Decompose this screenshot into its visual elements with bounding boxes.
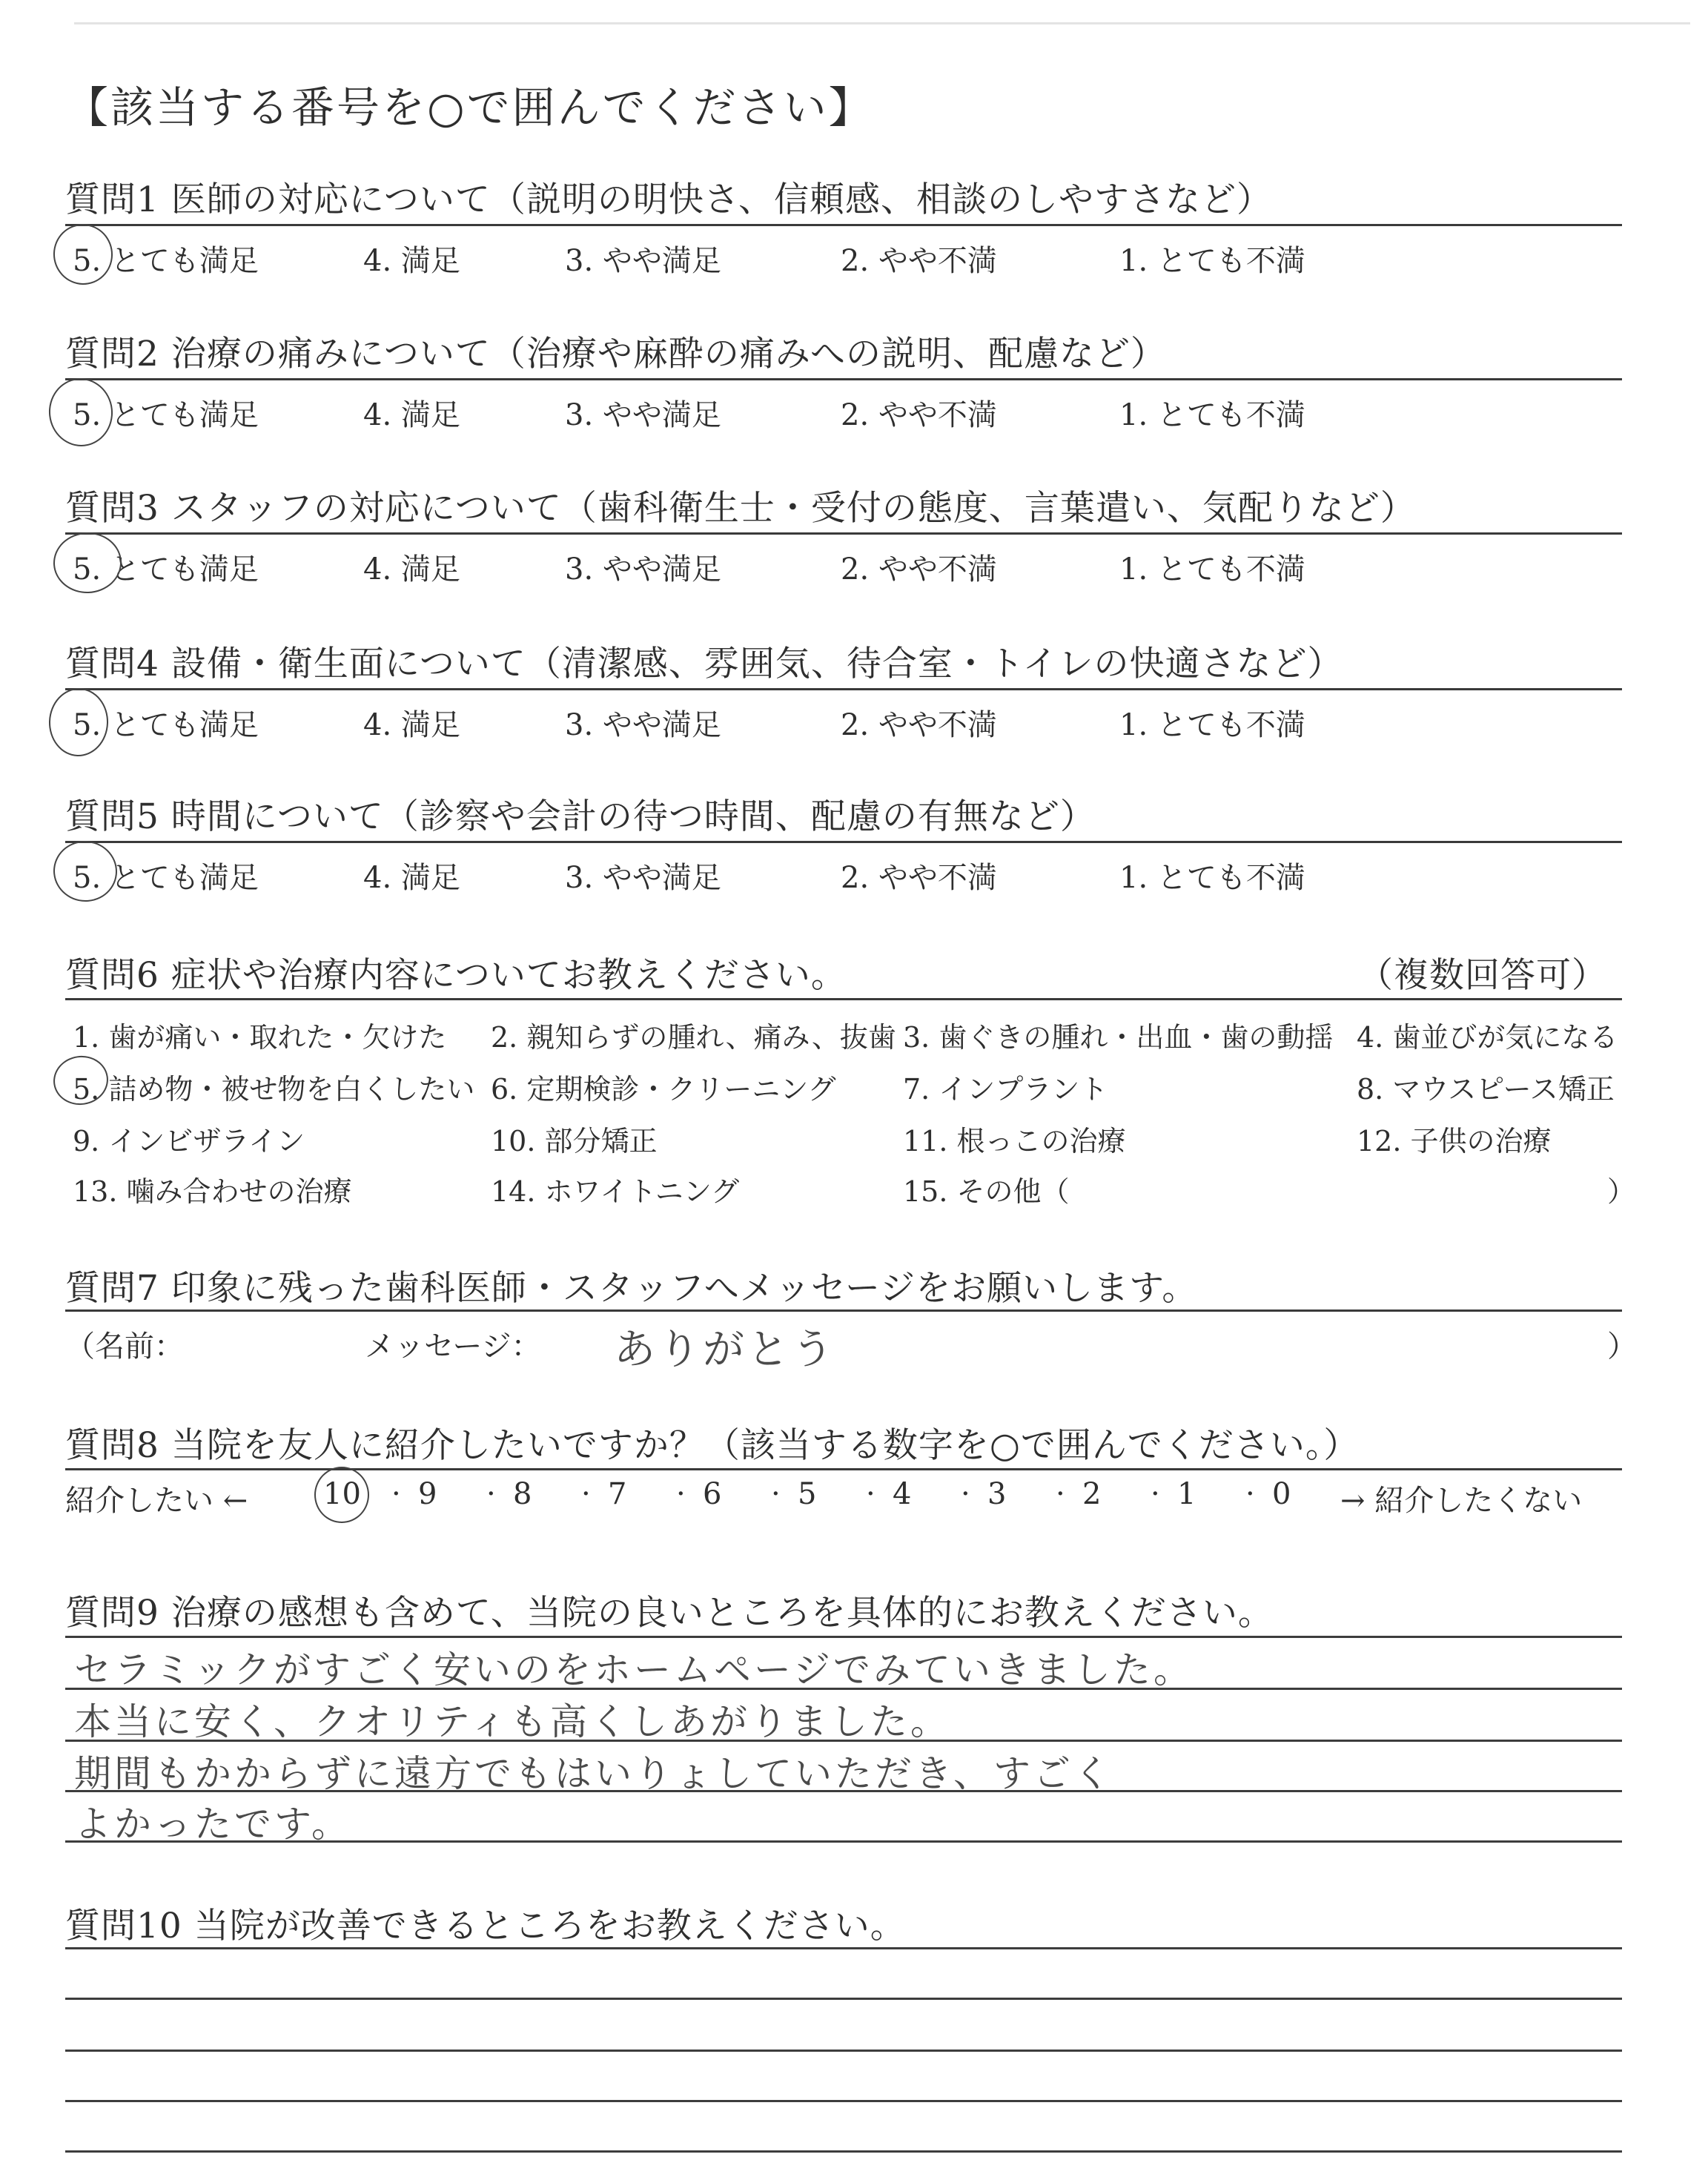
q3-rule <box>65 532 1622 535</box>
q8-scale-separator: · <box>961 1477 970 1511</box>
q6-other-close: ） <box>1607 1175 1636 1208</box>
q7-name-label: （名前： <box>65 1330 184 1364</box>
q8-rule <box>65 1468 1622 1470</box>
q8-selection-circle <box>314 1467 369 1523</box>
q10-heading: 質問10 当院が改善できるところをお教えください。 <box>65 1906 906 1946</box>
q8-scale-separator: · <box>771 1477 781 1511</box>
q2-option[interactable]: 5. とても満足 <box>73 398 259 432</box>
q7-close: ） <box>1607 1330 1637 1364</box>
q8-heading: 質問8 当院を友人に紹介したいですか？（該当する数字を○で囲んでください。） <box>65 1425 1360 1466</box>
q8-scale-separator: · <box>391 1477 401 1511</box>
q2-heading: 質問2 治療の痛みについて（治療や麻酔の痛みへの説明、配慮など） <box>65 334 1166 374</box>
q5-option[interactable]: 4. 満足 <box>363 861 460 895</box>
q8-scale-number[interactable]: 7 <box>608 1477 627 1511</box>
q8-scale-separator: · <box>1056 1477 1065 1511</box>
q8-scale-number[interactable]: 1 <box>1177 1477 1196 1511</box>
q4-option[interactable]: 4. 満足 <box>363 708 460 742</box>
q2-option[interactable]: 3. やや満足 <box>565 398 721 432</box>
q4-option[interactable]: 5. とても満足 <box>73 708 259 742</box>
q8-scale-number[interactable]: 9 <box>418 1477 437 1511</box>
q1-option[interactable]: 3. やや満足 <box>565 244 721 278</box>
q6-option[interactable]: 12. 子供の治療 <box>1357 1125 1552 1157</box>
q4-selection-circle <box>47 687 109 758</box>
q9-answer-line[interactable]: 本当に安く、クオリティも高くしあがりました。 <box>74 1700 950 1743</box>
q2-option[interactable]: 2. やや不満 <box>841 398 997 432</box>
q6-heading: 質問6 症状や治療内容についてお教えください。 <box>65 955 847 996</box>
q3-heading: 質問3 スタッフの対応について（歯科衛生士・受付の態度、言葉遣い、気配りなど） <box>65 488 1416 529</box>
q7-rule <box>65 1309 1622 1312</box>
q2-rule <box>65 378 1622 380</box>
q4-option[interactable]: 2. やや不満 <box>841 708 997 742</box>
q5-heading: 質問5 時間について（診察や会計の待つ時間、配慮の有無など） <box>65 796 1096 837</box>
q6-option[interactable]: 4. 歯並びが気になる <box>1357 1021 1618 1054</box>
q6-option[interactable]: 2. 親知らずの腫れ、痛み、抜歯 <box>491 1021 896 1054</box>
q8-scale-separator: · <box>486 1477 496 1511</box>
q9-answer-line[interactable]: セラミックがすごく安いのをホームページでみていきました。 <box>74 1648 1194 1691</box>
q2-option[interactable]: 1. とても不満 <box>1119 398 1305 432</box>
q6-option[interactable]: 13. 噛み合わせの治療 <box>73 1175 352 1208</box>
q10-writing-line <box>65 2050 1622 2052</box>
q8-scale-separator: · <box>676 1477 686 1511</box>
q4-heading: 質問4 設備・衛生面について（清潔感、雰囲気、待合室・トイレの快適さなど） <box>65 644 1343 684</box>
q6-note: （複数回答可） <box>1358 955 1607 996</box>
q6-option[interactable]: 8. マウスピース矯正 <box>1357 1073 1615 1106</box>
q1-rule <box>65 224 1622 226</box>
q9-answer-line[interactable]: よかったです。 <box>74 1803 351 1846</box>
q4-option[interactable]: 3. やや満足 <box>565 708 721 742</box>
q6-option[interactable]: 15. その他（ <box>903 1175 1070 1208</box>
q9-answer-line[interactable]: 期間もかからずに遠方でもはいりょしていただき、すごく <box>74 1752 1113 1795</box>
q1-option[interactable]: 1. とても不満 <box>1119 244 1305 278</box>
q1-option[interactable]: 2. やや不満 <box>841 244 997 278</box>
q5-option[interactable]: 3. やや満足 <box>565 861 721 895</box>
q6-option[interactable]: 6. 定期検診・クリーニング <box>491 1073 836 1106</box>
q8-scale-number[interactable]: 5 <box>798 1477 817 1511</box>
q1-heading: 質問1 医師の対応について（説明の明快さ、信頼感、相談のしやすさなど） <box>65 179 1273 220</box>
q5-option[interactable]: 1. とても不満 <box>1119 861 1305 895</box>
q6-option[interactable]: 7. インプラント <box>903 1073 1108 1106</box>
q6-rule <box>65 998 1622 1000</box>
q8-scale-number[interactable]: 8 <box>513 1477 532 1511</box>
q5-option[interactable]: 2. やや不満 <box>841 861 997 895</box>
q6-option[interactable]: 11. 根っこの治療 <box>903 1125 1126 1157</box>
q9-writing-line <box>65 1636 1622 1638</box>
q10-writing-line <box>65 1947 1622 1949</box>
q3-option[interactable]: 1. とても不満 <box>1119 552 1305 587</box>
q4-option[interactable]: 1. とても不満 <box>1119 708 1305 742</box>
q6-option[interactable]: 3. 歯ぐきの腫れ・出血・歯の動揺 <box>903 1021 1334 1054</box>
q3-option[interactable]: 2. やや不満 <box>841 552 997 587</box>
q8-scale-number[interactable]: 4 <box>893 1477 912 1511</box>
q3-option[interactable]: 5. とても満足 <box>73 552 259 587</box>
page-top-edge <box>74 22 1690 24</box>
q9-heading: 質問9 治療の感想も含めて、当院の良いところを具体的にお教えください。 <box>65 1593 1274 1634</box>
q2-selection-circle <box>45 375 116 449</box>
q5-rule <box>65 841 1622 843</box>
q4-rule <box>65 688 1622 690</box>
q8-scale-number[interactable]: 6 <box>703 1477 722 1511</box>
q10-writing-line <box>65 2150 1622 2153</box>
q3-option[interactable]: 4. 満足 <box>363 552 460 587</box>
q8-scale-number[interactable]: 10 <box>323 1477 361 1511</box>
q8-scale-number[interactable]: 0 <box>1272 1477 1291 1511</box>
q7-message-answer[interactable]: ありがとう <box>614 1326 836 1374</box>
q6-option[interactable]: 9. インビザライン <box>73 1125 305 1157</box>
q1-option[interactable]: 4. 満足 <box>363 244 460 278</box>
q7-message-label: メッセージ： <box>365 1330 541 1364</box>
q7-heading: 質問7 印象に残った歯科医師・スタッフへメッセージをお願いします。 <box>65 1268 1198 1309</box>
q5-option[interactable]: 5. とても満足 <box>73 861 259 895</box>
q2-option[interactable]: 4. 満足 <box>363 398 460 432</box>
q1-option[interactable]: 5. とても満足 <box>73 244 259 278</box>
q10-writing-line <box>65 2100 1622 2102</box>
q6-option[interactable]: 5. 詰め物・被せ物を白くしたい <box>73 1073 475 1106</box>
q6-option[interactable]: 10. 部分矯正 <box>491 1125 658 1157</box>
q3-option[interactable]: 3. やや満足 <box>565 552 721 587</box>
q8-left-label: 紹介したい ← <box>65 1484 248 1518</box>
q6-option[interactable]: 1. 歯が痛い・取れた・欠けた <box>73 1021 447 1054</box>
q10-writing-line <box>65 1998 1622 2000</box>
q8-scale-number[interactable]: 2 <box>1082 1477 1102 1511</box>
q8-scale-separator: · <box>1245 1477 1255 1511</box>
q8-right-label: → 紹介したくない <box>1340 1484 1583 1518</box>
q8-scale-separator: · <box>866 1477 875 1511</box>
q8-scale-separator: · <box>1151 1477 1160 1511</box>
page-title: 【該当する番号を○で囲んでください】 <box>65 82 874 133</box>
q8-scale-number[interactable]: 3 <box>987 1477 1007 1511</box>
q8-scale-separator: · <box>581 1477 591 1511</box>
q6-option[interactable]: 14. ホワイトニング <box>491 1175 740 1208</box>
